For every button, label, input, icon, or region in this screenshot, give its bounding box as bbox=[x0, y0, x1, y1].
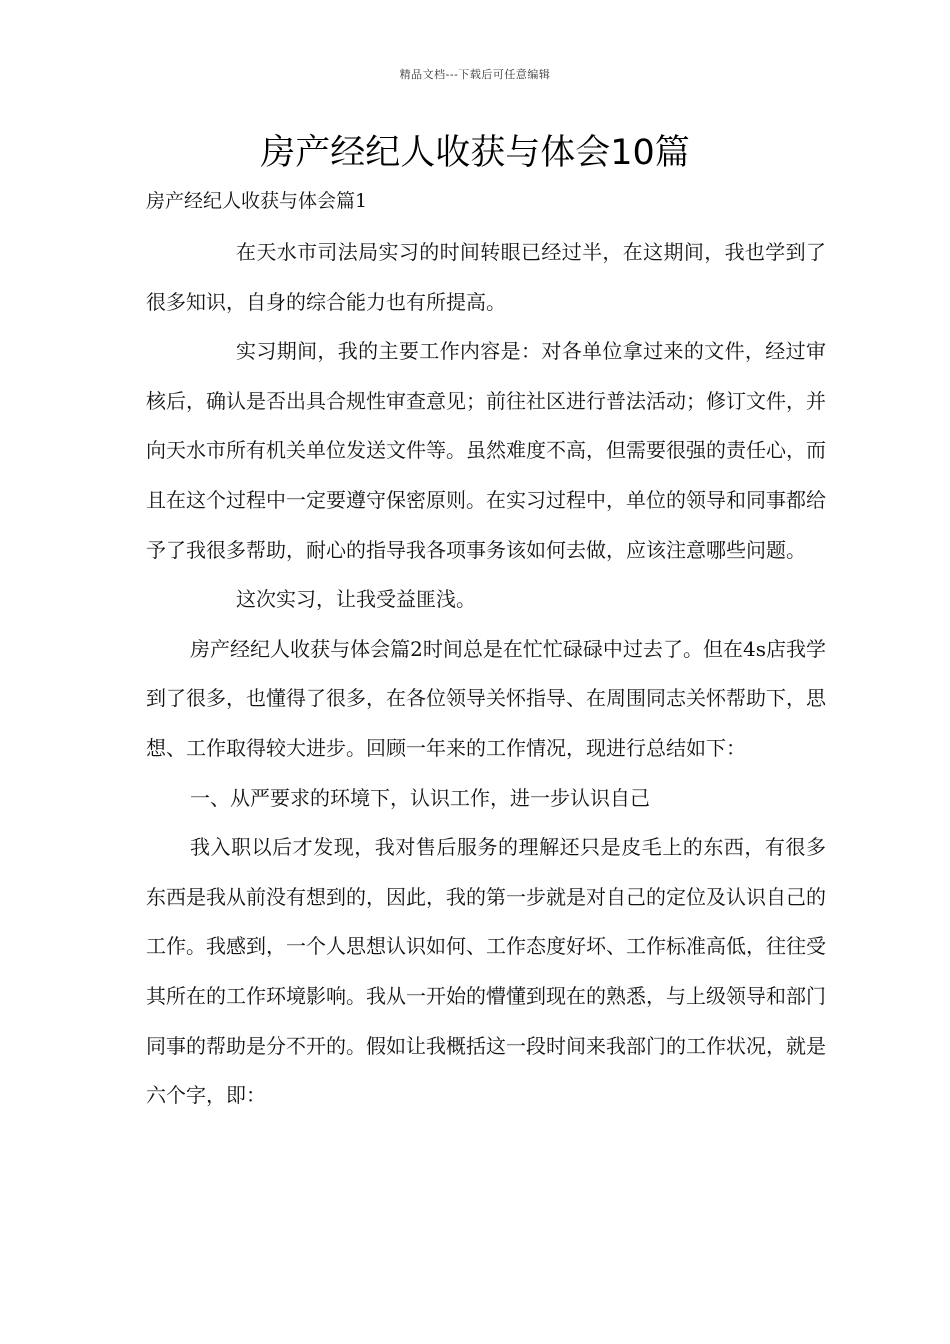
paragraph-2: 实习期间，我的主要工作内容是：对各单位拿过来的文件，经过审核后，确认是否出具合规性审查意见；前往社区进行普法活动；修订文件，并向天水市所有机关单位发送文件等。虽然难度不高，但需要很强的责任心，而且在这个过程中一定要遵守保密原则。在实习过程中，单位的领导和同事都给予了我很多帮助，耐心的指导我各项事务该如何去做，应该注意哪些问题。 bbox=[146, 339, 826, 562]
document-body bbox=[146, 228, 826, 1121]
header-note: 精品文档---下载后可任意编辑 bbox=[399, 68, 551, 81]
paragraph-4: 房产经纪人收获与体会篇2时间总是在忙忙碌碌中过去了。但在4s店我学到了很多，也懂得了很多，在各位领导关怀指导、在周围同志关怀帮助下，思想、工作取得较大进步。回顾一年来的工作情况，现进行总结如下： bbox=[146, 636, 826, 760]
paragraph-6: 我入职以后才发现，我对售后服务的理解还只是皮毛上的东西，有很多东西是我从前没有想到的，因此，我的第一步就是对自己的定位及认识自己的工作。我感到，一个人思想认识如何、工作态度好坏、工作标准高低，往往受其所在的工作环境影响。我从一开始的懵懂到现在的熟悉，与上级领导和部门同事的帮助是分不开的。假如让我概括这一段时间来我部门的工作状况，就是六个字，即： bbox=[146, 835, 826, 1108]
paragraph-3: 这次实习，让我受益匪浅。 bbox=[236, 587, 476, 612]
document-title: 房产经纪人收获与体会10篇 bbox=[260, 133, 690, 173]
paragraph-1: 在天水市司法局实习的时间转眼已经过半，在这期间，我也学到了很多知识，自身的综合能力也有所提高。 bbox=[146, 240, 826, 314]
paragraph-5: 一、从严要求的环境下，认识工作，进一步认识自己 bbox=[190, 785, 650, 810]
section-heading: 房产经纪人收获与体会篇1 bbox=[146, 190, 368, 212]
